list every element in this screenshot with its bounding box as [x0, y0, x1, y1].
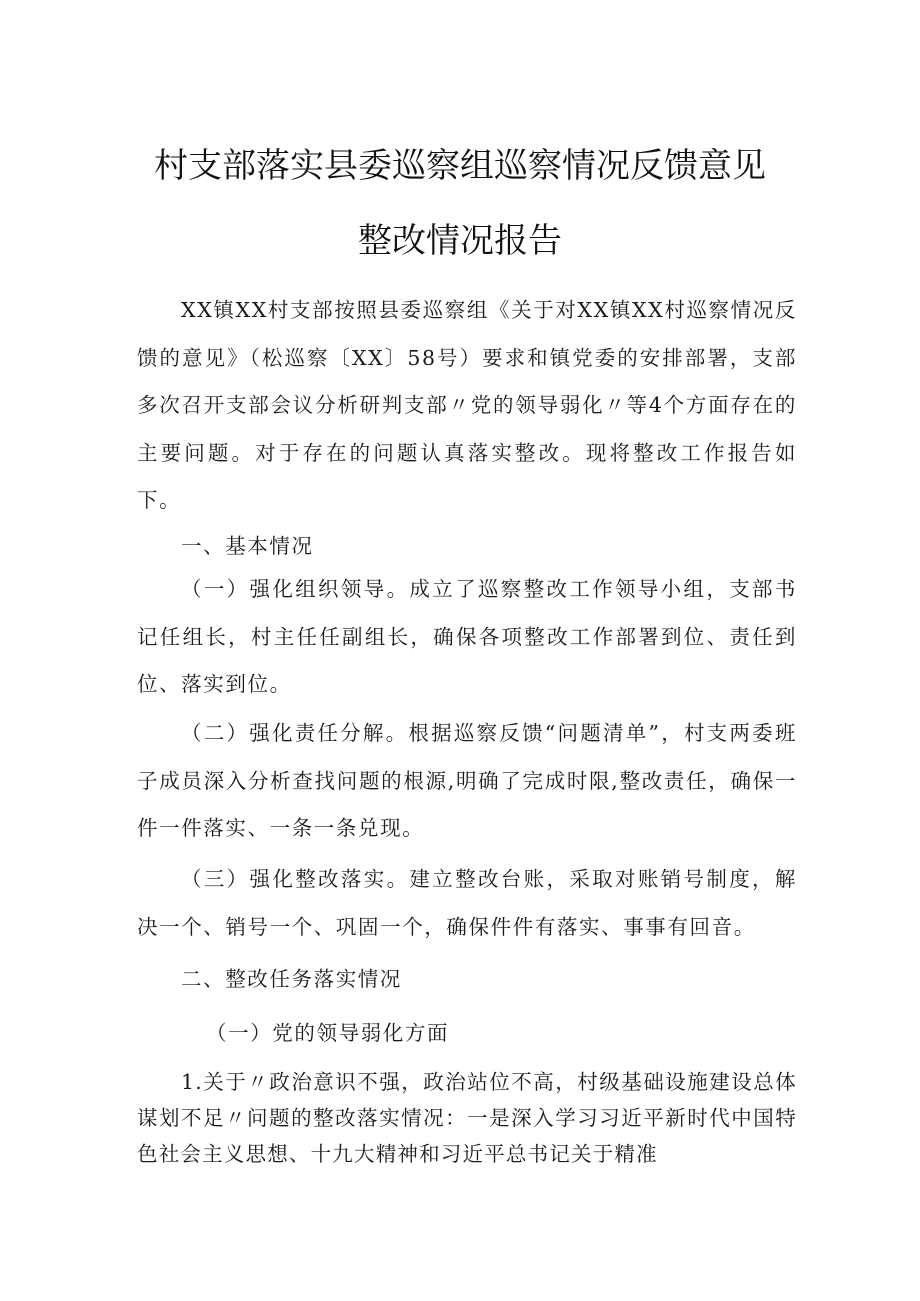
- section1-heading: 一、基本情况: [181, 534, 314, 558]
- section2-item1-paragraph: 1.关于〃政治意识不强，政治站位不高，村级基础设施建设总体谋划不足〃问题的整改落实情况：一是深入学习习近平新时代中国特色社会主义思想、十九大精神和习近平总书记关于精准: [137, 1070, 797, 1166]
- section1-item2-paragraph: （二）强化责任分解。根据巡察反馈“问题清单”，村支两委班子成员深入分析查找问题的根源,明确了完成时限,整改责任，确保一件一件落实、一条一条兑现。: [137, 721, 797, 840]
- document-title-line1: 村支部落实县委巡察组巡察情况反馈意见: [154, 146, 766, 186]
- intro-paragraph: XX镇XX村支部按照县委巡察组《关于对XX镇XX村巡察情况反馈的意见》（松巡察〔XX〕58号）要求和镇党委的安排部署，支部多次召开支部会议分析研判支部〃党的领导弱化〃等4个方面存在的主要问题。对于存在的问题认真落实整改。现将整改工作报告如下。: [137, 298, 797, 512]
- section1-item3-paragraph: （三）强化整改落实。建立整改台账，采取对账销号制度，解决一个、销号一个、巩固一个，确保件件有落实、事事有回音。: [137, 867, 797, 939]
- document-title-line2: 整改情况报告: [358, 221, 562, 261]
- section2-subheading1: （一）党的领导弱化方面: [206, 1021, 450, 1045]
- section2-heading: 二、整改任务落实情况: [181, 967, 402, 991]
- section1-item1-paragraph: （一）强化组织领导。成立了巡察整改工作领导小组，支部书记任组长，村主任任副组长，确保各项整改工作部署到位、责任到位、落实到位。: [137, 577, 797, 696]
